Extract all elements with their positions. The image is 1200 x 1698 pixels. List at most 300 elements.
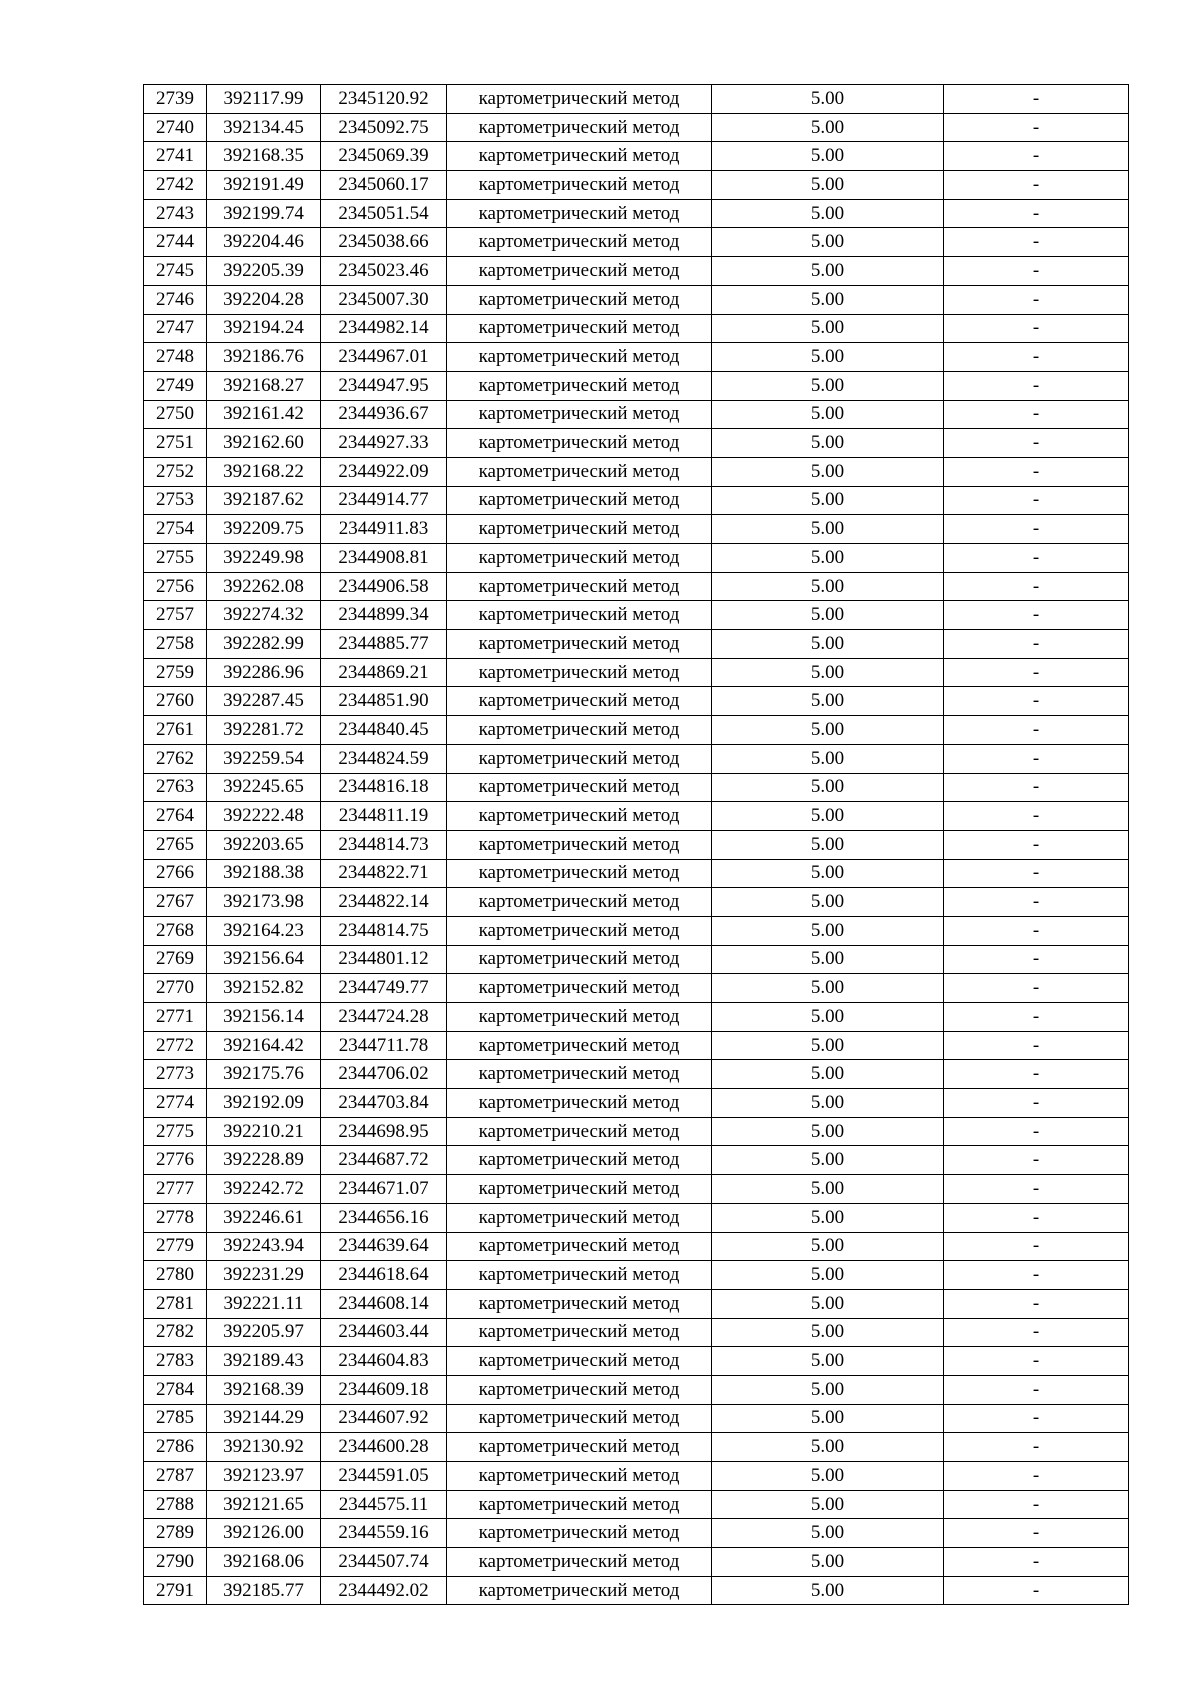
y-coordinate-cell: 2344698.95 (321, 1117, 447, 1146)
point-number-cell: 2782 (144, 1318, 207, 1347)
method-cell: картометрический метод (447, 658, 712, 687)
accuracy-cell: 5.00 (712, 830, 944, 859)
point-number-cell: 2786 (144, 1433, 207, 1462)
description-cell: - (944, 1433, 1129, 1462)
x-coordinate-cell: 392191.49 (207, 171, 321, 200)
point-number-cell: 2765 (144, 830, 207, 859)
accuracy-cell: 5.00 (712, 888, 944, 917)
table-row (144, 1060, 1129, 1089)
accuracy-cell: 5.00 (712, 916, 944, 945)
accuracy-cell: 5.00 (712, 1375, 944, 1404)
point-number-cell: 2751 (144, 429, 207, 458)
table-row (144, 1433, 1129, 1462)
table-row (144, 1576, 1129, 1605)
y-coordinate-cell: 2345060.17 (321, 171, 447, 200)
table-row (144, 1089, 1129, 1118)
description-cell: - (944, 601, 1129, 630)
method-cell: картометрический метод (447, 1519, 712, 1548)
method-cell: картометрический метод (447, 859, 712, 888)
x-coordinate-cell: 392156.64 (207, 945, 321, 974)
accuracy-cell: 5.00 (712, 457, 944, 486)
x-coordinate-cell: 392205.97 (207, 1318, 321, 1347)
point-number-cell: 2769 (144, 945, 207, 974)
description-cell: - (944, 1576, 1129, 1605)
x-coordinate-cell: 392274.32 (207, 601, 321, 630)
accuracy-cell: 5.00 (712, 658, 944, 687)
table-row (144, 716, 1129, 745)
point-number-cell: 2779 (144, 1232, 207, 1261)
x-coordinate-cell: 392262.08 (207, 572, 321, 601)
accuracy-cell: 5.00 (712, 1060, 944, 1089)
point-number-cell: 2747 (144, 314, 207, 343)
coordinates-table-body (144, 85, 1129, 1605)
method-cell: картометрический метод (447, 1404, 712, 1433)
description-cell: - (944, 1261, 1129, 1290)
y-coordinate-cell: 2344906.58 (321, 572, 447, 601)
x-coordinate-cell: 392203.65 (207, 830, 321, 859)
x-coordinate-cell: 392164.23 (207, 916, 321, 945)
accuracy-cell: 5.00 (712, 1548, 944, 1577)
description-cell: - (944, 916, 1129, 945)
table-row (144, 371, 1129, 400)
method-cell: картометрический метод (447, 802, 712, 831)
x-coordinate-cell: 392249.98 (207, 544, 321, 573)
point-number-cell: 2752 (144, 457, 207, 486)
table-row (144, 1175, 1129, 1204)
x-coordinate-cell: 392168.06 (207, 1548, 321, 1577)
description-cell: - (944, 171, 1129, 200)
x-coordinate-cell: 392228.89 (207, 1146, 321, 1175)
y-coordinate-cell: 2344885.77 (321, 630, 447, 659)
accuracy-cell: 5.00 (712, 257, 944, 286)
x-coordinate-cell: 392168.27 (207, 371, 321, 400)
x-coordinate-cell: 392259.54 (207, 744, 321, 773)
y-coordinate-cell: 2344824.59 (321, 744, 447, 773)
y-coordinate-cell: 2344822.14 (321, 888, 447, 917)
point-number-cell: 2770 (144, 974, 207, 1003)
description-cell: - (944, 486, 1129, 515)
description-cell: - (944, 1490, 1129, 1519)
point-number-cell: 2760 (144, 687, 207, 716)
table-row (144, 687, 1129, 716)
y-coordinate-cell: 2344507.74 (321, 1548, 447, 1577)
point-number-cell: 2777 (144, 1175, 207, 1204)
y-coordinate-cell: 2344982.14 (321, 314, 447, 343)
accuracy-cell: 5.00 (712, 945, 944, 974)
description-cell: - (944, 257, 1129, 286)
description-cell: - (944, 1089, 1129, 1118)
table-row (144, 429, 1129, 458)
x-coordinate-cell: 392204.28 (207, 285, 321, 314)
accuracy-cell: 5.00 (712, 1289, 944, 1318)
y-coordinate-cell: 2344914.77 (321, 486, 447, 515)
point-number-cell: 2740 (144, 113, 207, 142)
method-cell: картометрический метод (447, 429, 712, 458)
description-cell: - (944, 1003, 1129, 1032)
table-row (144, 888, 1129, 917)
table-row (144, 916, 1129, 945)
x-coordinate-cell: 392123.97 (207, 1462, 321, 1491)
point-number-cell: 2749 (144, 371, 207, 400)
method-cell: картометрический метод (447, 85, 712, 114)
x-coordinate-cell: 392185.77 (207, 1576, 321, 1605)
accuracy-cell: 5.00 (712, 314, 944, 343)
method-cell: картометрический метод (447, 199, 712, 228)
y-coordinate-cell: 2344618.64 (321, 1261, 447, 1290)
method-cell: картометрический метод (447, 1031, 712, 1060)
point-number-cell: 2766 (144, 859, 207, 888)
point-number-cell: 2743 (144, 199, 207, 228)
x-coordinate-cell: 392168.39 (207, 1375, 321, 1404)
table-row (144, 1232, 1129, 1261)
method-cell: картометрический метод (447, 457, 712, 486)
y-coordinate-cell: 2344851.90 (321, 687, 447, 716)
method-cell: картометрический метод (447, 1347, 712, 1376)
point-number-cell: 2775 (144, 1117, 207, 1146)
method-cell: картометрический метод (447, 1433, 712, 1462)
x-coordinate-cell: 392130.92 (207, 1433, 321, 1462)
point-number-cell: 2767 (144, 888, 207, 917)
table-row (144, 1261, 1129, 1290)
accuracy-cell: 5.00 (712, 716, 944, 745)
table-row (144, 343, 1129, 372)
point-number-cell: 2773 (144, 1060, 207, 1089)
y-coordinate-cell: 2345092.75 (321, 113, 447, 142)
point-number-cell: 2768 (144, 916, 207, 945)
table-row (144, 802, 1129, 831)
accuracy-cell: 5.00 (712, 113, 944, 142)
table-row (144, 1003, 1129, 1032)
method-cell: картометрический метод (447, 1261, 712, 1290)
table-row (144, 945, 1129, 974)
point-number-cell: 2763 (144, 773, 207, 802)
y-coordinate-cell: 2344604.83 (321, 1347, 447, 1376)
table-row (144, 859, 1129, 888)
x-coordinate-cell: 392286.96 (207, 658, 321, 687)
description-cell: - (944, 142, 1129, 171)
y-coordinate-cell: 2344639.64 (321, 1232, 447, 1261)
point-number-cell: 2757 (144, 601, 207, 630)
description-cell: - (944, 285, 1129, 314)
method-cell: картометрический метод (447, 630, 712, 659)
x-coordinate-cell: 392222.48 (207, 802, 321, 831)
table-row (144, 457, 1129, 486)
table-row (144, 314, 1129, 343)
y-coordinate-cell: 2344703.84 (321, 1089, 447, 1118)
x-coordinate-cell: 392168.22 (207, 457, 321, 486)
point-number-cell: 2742 (144, 171, 207, 200)
y-coordinate-cell: 2344600.28 (321, 1433, 447, 1462)
x-coordinate-cell: 392144.29 (207, 1404, 321, 1433)
x-coordinate-cell: 392281.72 (207, 716, 321, 745)
table-row (144, 486, 1129, 515)
x-coordinate-cell: 392205.39 (207, 257, 321, 286)
accuracy-cell: 5.00 (712, 343, 944, 372)
y-coordinate-cell: 2344749.77 (321, 974, 447, 1003)
table-row (144, 1548, 1129, 1577)
accuracy-cell: 5.00 (712, 486, 944, 515)
table-row (144, 1490, 1129, 1519)
y-coordinate-cell: 2344814.73 (321, 830, 447, 859)
point-number-cell: 2748 (144, 343, 207, 372)
description-cell: - (944, 85, 1129, 114)
accuracy-cell: 5.00 (712, 371, 944, 400)
x-coordinate-cell: 392246.61 (207, 1203, 321, 1232)
y-coordinate-cell: 2345069.39 (321, 142, 447, 171)
x-coordinate-cell: 392121.65 (207, 1490, 321, 1519)
y-coordinate-cell: 2345120.92 (321, 85, 447, 114)
point-number-cell: 2787 (144, 1462, 207, 1491)
accuracy-cell: 5.00 (712, 1318, 944, 1347)
point-number-cell: 2755 (144, 544, 207, 573)
y-coordinate-cell: 2344575.11 (321, 1490, 447, 1519)
accuracy-cell: 5.00 (712, 1031, 944, 1060)
y-coordinate-cell: 2344607.92 (321, 1404, 447, 1433)
method-cell: картометрический метод (447, 1289, 712, 1318)
point-number-cell: 2784 (144, 1375, 207, 1404)
point-number-cell: 2744 (144, 228, 207, 257)
accuracy-cell: 5.00 (712, 142, 944, 171)
description-cell: - (944, 630, 1129, 659)
description-cell: - (944, 1318, 1129, 1347)
x-coordinate-cell: 392187.62 (207, 486, 321, 515)
table-row (144, 1347, 1129, 1376)
description-cell: - (944, 400, 1129, 429)
accuracy-cell: 5.00 (712, 744, 944, 773)
description-cell: - (944, 1289, 1129, 1318)
x-coordinate-cell: 392209.75 (207, 515, 321, 544)
method-cell: картометрический метод (447, 744, 712, 773)
table-row (144, 1289, 1129, 1318)
description-cell: - (944, 1404, 1129, 1433)
description-cell: - (944, 228, 1129, 257)
table-row (144, 744, 1129, 773)
method-cell: картометрический метод (447, 1318, 712, 1347)
method-cell: картометрический метод (447, 171, 712, 200)
accuracy-cell: 5.00 (712, 1462, 944, 1491)
x-coordinate-cell: 392243.94 (207, 1232, 321, 1261)
accuracy-cell: 5.00 (712, 859, 944, 888)
accuracy-cell: 5.00 (712, 515, 944, 544)
accuracy-cell: 5.00 (712, 974, 944, 1003)
description-cell: - (944, 1060, 1129, 1089)
description-cell: - (944, 113, 1129, 142)
method-cell: картометрический метод (447, 544, 712, 573)
point-number-cell: 2754 (144, 515, 207, 544)
accuracy-cell: 5.00 (712, 601, 944, 630)
description-cell: - (944, 429, 1129, 458)
point-number-cell: 2750 (144, 400, 207, 429)
description-cell: - (944, 1519, 1129, 1548)
table-row (144, 1462, 1129, 1491)
method-cell: картометрический метод (447, 1490, 712, 1519)
method-cell: картометрический метод (447, 916, 712, 945)
x-coordinate-cell: 392192.09 (207, 1089, 321, 1118)
method-cell: картометрический метод (447, 1232, 712, 1261)
y-coordinate-cell: 2344814.75 (321, 916, 447, 945)
point-number-cell: 2756 (144, 572, 207, 601)
table-row (144, 515, 1129, 544)
y-coordinate-cell: 2345038.66 (321, 228, 447, 257)
point-number-cell: 2771 (144, 1003, 207, 1032)
table-row (144, 1519, 1129, 1548)
point-number-cell: 2761 (144, 716, 207, 745)
point-number-cell: 2785 (144, 1404, 207, 1433)
x-coordinate-cell: 392156.14 (207, 1003, 321, 1032)
x-coordinate-cell: 392194.24 (207, 314, 321, 343)
description-cell: - (944, 314, 1129, 343)
point-number-cell: 2788 (144, 1490, 207, 1519)
table-row (144, 199, 1129, 228)
table-row (144, 601, 1129, 630)
y-coordinate-cell: 2344492.02 (321, 1576, 447, 1605)
description-cell: - (944, 1175, 1129, 1204)
method-cell: картометрический метод (447, 314, 712, 343)
table-row (144, 1117, 1129, 1146)
accuracy-cell: 5.00 (712, 1576, 944, 1605)
accuracy-cell: 5.00 (712, 171, 944, 200)
y-coordinate-cell: 2344603.44 (321, 1318, 447, 1347)
description-cell: - (944, 888, 1129, 917)
accuracy-cell: 5.00 (712, 1089, 944, 1118)
accuracy-cell: 5.00 (712, 85, 944, 114)
coordinates-table (143, 84, 1129, 1605)
accuracy-cell: 5.00 (712, 687, 944, 716)
point-number-cell: 2758 (144, 630, 207, 659)
accuracy-cell: 5.00 (712, 572, 944, 601)
table-row (144, 113, 1129, 142)
point-number-cell: 2783 (144, 1347, 207, 1376)
description-cell: - (944, 457, 1129, 486)
method-cell: картометрический метод (447, 113, 712, 142)
point-number-cell: 2764 (144, 802, 207, 831)
description-cell: - (944, 716, 1129, 745)
y-coordinate-cell: 2344687.72 (321, 1146, 447, 1175)
x-coordinate-cell: 392161.42 (207, 400, 321, 429)
y-coordinate-cell: 2344911.83 (321, 515, 447, 544)
table-row (144, 142, 1129, 171)
accuracy-cell: 5.00 (712, 199, 944, 228)
table-row (144, 773, 1129, 802)
method-cell: картометрический метод (447, 486, 712, 515)
description-cell: - (944, 658, 1129, 687)
accuracy-cell: 5.00 (712, 630, 944, 659)
x-coordinate-cell: 392231.29 (207, 1261, 321, 1290)
table-row (144, 1375, 1129, 1404)
point-number-cell: 2745 (144, 257, 207, 286)
description-cell: - (944, 1031, 1129, 1060)
description-cell: - (944, 974, 1129, 1003)
table-row (144, 285, 1129, 314)
method-cell: картометрический метод (447, 974, 712, 1003)
table-row (144, 1404, 1129, 1433)
y-coordinate-cell: 2344591.05 (321, 1462, 447, 1491)
x-coordinate-cell: 392168.35 (207, 142, 321, 171)
y-coordinate-cell: 2344927.33 (321, 429, 447, 458)
y-coordinate-cell: 2344559.16 (321, 1519, 447, 1548)
accuracy-cell: 5.00 (712, 1347, 944, 1376)
y-coordinate-cell: 2345007.30 (321, 285, 447, 314)
y-coordinate-cell: 2344899.34 (321, 601, 447, 630)
point-number-cell: 2741 (144, 142, 207, 171)
accuracy-cell: 5.00 (712, 802, 944, 831)
method-cell: картометрический метод (447, 343, 712, 372)
method-cell: картометрический метод (447, 830, 712, 859)
table-row (144, 630, 1129, 659)
y-coordinate-cell: 2344609.18 (321, 1375, 447, 1404)
table-row (144, 1146, 1129, 1175)
accuracy-cell: 5.00 (712, 544, 944, 573)
x-coordinate-cell: 392282.99 (207, 630, 321, 659)
accuracy-cell: 5.00 (712, 1232, 944, 1261)
y-coordinate-cell: 2345051.54 (321, 199, 447, 228)
table-row (144, 974, 1129, 1003)
description-cell: - (944, 1232, 1129, 1261)
x-coordinate-cell: 392221.11 (207, 1289, 321, 1318)
description-cell: - (944, 1117, 1129, 1146)
table-row (144, 544, 1129, 573)
accuracy-cell: 5.00 (712, 773, 944, 802)
description-cell: - (944, 945, 1129, 974)
table-row (144, 228, 1129, 257)
method-cell: картометрический метод (447, 400, 712, 429)
accuracy-cell: 5.00 (712, 1490, 944, 1519)
y-coordinate-cell: 2344947.95 (321, 371, 447, 400)
description-cell: - (944, 1146, 1129, 1175)
y-coordinate-cell: 2344811.19 (321, 802, 447, 831)
x-coordinate-cell: 392162.60 (207, 429, 321, 458)
point-number-cell: 2789 (144, 1519, 207, 1548)
method-cell: картометрический метод (447, 1089, 712, 1118)
description-cell: - (944, 687, 1129, 716)
method-cell: картометрический метод (447, 257, 712, 286)
method-cell: картометрический метод (447, 1146, 712, 1175)
x-coordinate-cell: 392173.98 (207, 888, 321, 917)
method-cell: картометрический метод (447, 687, 712, 716)
description-cell: - (944, 199, 1129, 228)
x-coordinate-cell: 392242.72 (207, 1175, 321, 1204)
method-cell: картометрический метод (447, 572, 712, 601)
method-cell: картометрический метод (447, 601, 712, 630)
description-cell: - (944, 773, 1129, 802)
y-coordinate-cell: 2344801.12 (321, 945, 447, 974)
table-row (144, 1318, 1129, 1347)
method-cell: картометрический метод (447, 945, 712, 974)
point-number-cell: 2776 (144, 1146, 207, 1175)
x-coordinate-cell: 392126.00 (207, 1519, 321, 1548)
description-cell: - (944, 1347, 1129, 1376)
y-coordinate-cell: 2344869.21 (321, 658, 447, 687)
accuracy-cell: 5.00 (712, 285, 944, 314)
method-cell: картометрический метод (447, 1548, 712, 1577)
method-cell: картометрический метод (447, 285, 712, 314)
table-row (144, 171, 1129, 200)
accuracy-cell: 5.00 (712, 1261, 944, 1290)
description-cell: - (944, 515, 1129, 544)
method-cell: картометрический метод (447, 1175, 712, 1204)
method-cell: картометрический метод (447, 142, 712, 171)
method-cell: картометрический метод (447, 371, 712, 400)
y-coordinate-cell: 2345023.46 (321, 257, 447, 286)
description-cell: - (944, 1375, 1129, 1404)
y-coordinate-cell: 2344922.09 (321, 457, 447, 486)
method-cell: картометрический метод (447, 1060, 712, 1089)
point-number-cell: 2759 (144, 658, 207, 687)
description-cell: - (944, 544, 1129, 573)
x-coordinate-cell: 392204.46 (207, 228, 321, 257)
point-number-cell: 2746 (144, 285, 207, 314)
table-row (144, 257, 1129, 286)
